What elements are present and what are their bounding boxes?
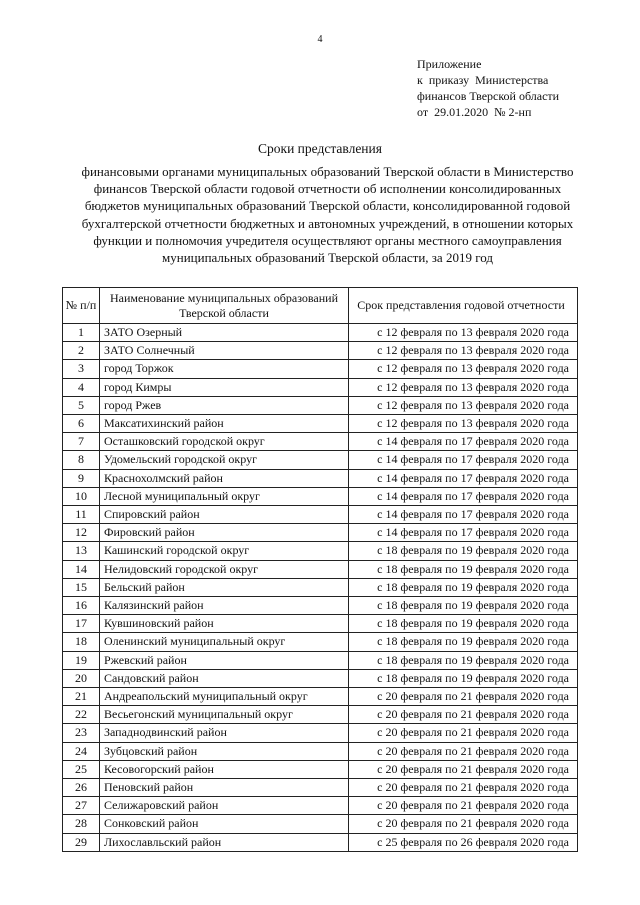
row-number: 10 <box>63 487 100 505</box>
row-municipality: Зубцовский район <box>100 742 349 760</box>
subtitle-line: бюджетов муниципальных образований Тверской области, консолидированной годовой <box>84 198 571 214</box>
row-deadline: с 18 февраля по 19 февраля 2020 года <box>349 542 578 560</box>
table-row <box>63 760 578 778</box>
row-municipality: Сандовский район <box>100 669 349 687</box>
row-number: 18 <box>63 633 100 651</box>
row-number: 29 <box>63 833 100 851</box>
row-municipality: город Торжок <box>100 360 349 378</box>
table-row <box>63 706 578 724</box>
table-row <box>63 560 578 578</box>
row-number: 26 <box>63 779 100 797</box>
header-municipality: Наименование муниципальных образований Тверской области <box>100 288 349 324</box>
table-row <box>63 378 578 396</box>
row-municipality: Западнодвинский район <box>100 724 349 742</box>
row-municipality: Оленинский муниципальный округ <box>100 633 349 651</box>
row-number: 28 <box>63 815 100 833</box>
row-deadline: с 20 февраля по 21 февраля 2020 года <box>349 688 578 706</box>
row-municipality: Бельский район <box>100 578 349 596</box>
subtitle-line: финансовыми органами муниципальных образований Тверской области в Министерство <box>81 164 574 179</box>
table-row <box>63 633 578 651</box>
row-number: 13 <box>63 542 100 560</box>
row-deadline: с 12 февраля по 13 февраля 2020 года <box>349 360 578 378</box>
table-row <box>63 615 578 633</box>
row-deadline: с 18 февраля по 19 февраля 2020 года <box>349 651 578 669</box>
row-municipality: Кашинский городской округ <box>100 542 349 560</box>
row-number: 23 <box>63 724 100 742</box>
row-deadline: с 12 февраля по 13 февраля 2020 года <box>349 415 578 433</box>
table-row <box>63 360 578 378</box>
subtitle-line: бухгалтерской отчетности бюджетных и автономных учреждений, в отношении которых <box>81 215 574 231</box>
row-number: 14 <box>63 560 100 578</box>
page-number: 4 <box>317 34 323 45</box>
row-deadline: с 20 февраля по 21 февраля 2020 года <box>349 724 578 742</box>
subtitle-line: функции и полномочия учредителя осуществляют органы местного самоуправления <box>93 232 562 248</box>
row-deadline: с 20 февраля по 21 февраля 2020 года <box>349 760 578 778</box>
row-number: 25 <box>63 760 100 778</box>
schedule-table <box>62 287 578 852</box>
row-number: 24 <box>63 742 100 760</box>
row-number: 9 <box>63 469 100 487</box>
row-deadline: с 18 февраля по 19 февраля 2020 года <box>349 597 578 615</box>
appendix-line: к приказу Министерства <box>417 73 549 87</box>
row-number: 12 <box>63 524 100 542</box>
appendix-line: от 29.01.2020 № 2-нп <box>417 105 532 119</box>
row-deadline: с 14 февраля по 17 февраля 2020 года <box>349 506 578 524</box>
table-row <box>63 597 578 615</box>
row-number: 6 <box>63 415 100 433</box>
row-number: 11 <box>63 506 100 524</box>
row-deadline: с 18 февраля по 19 февраля 2020 года <box>349 560 578 578</box>
row-deadline: с 12 февраля по 13 февраля 2020 года <box>349 378 578 396</box>
row-municipality: Сонковский район <box>100 815 349 833</box>
row-number: 5 <box>63 396 100 414</box>
table-row <box>63 815 578 833</box>
row-number: 19 <box>63 651 100 669</box>
row-municipality: Краснохолмский район <box>100 469 349 487</box>
row-municipality: Осташковский городской округ <box>100 433 349 451</box>
table-row <box>63 797 578 815</box>
row-number: 22 <box>63 706 100 724</box>
table-row <box>63 487 578 505</box>
row-number: 1 <box>63 324 100 342</box>
table-row <box>63 342 578 360</box>
row-deadline: с 18 февраля по 19 февраля 2020 года <box>349 615 578 633</box>
row-municipality: Андреапольский муниципальный округ <box>100 688 349 706</box>
row-number: 20 <box>63 669 100 687</box>
row-deadline: с 14 февраля по 17 февраля 2020 года <box>349 451 578 469</box>
table-row <box>63 396 578 414</box>
table-row <box>63 542 578 560</box>
row-deadline: с 20 февраля по 21 февраля 2020 года <box>349 779 578 797</box>
row-deadline: с 12 февраля по 13 февраля 2020 года <box>349 342 578 360</box>
subtitle-line: муниципальных образований Тверской области, за 2019 год <box>162 250 493 266</box>
table-header-row <box>63 288 578 324</box>
document-title: Сроки представления <box>258 141 382 156</box>
row-number: 2 <box>63 342 100 360</box>
row-municipality: Нелидовский городской округ <box>100 560 349 578</box>
table-row <box>63 669 578 687</box>
row-municipality: ЗАТО Озерный <box>100 324 349 342</box>
row-number: 7 <box>63 433 100 451</box>
row-municipality: Фировский район <box>100 524 349 542</box>
row-municipality: Ржевский район <box>100 651 349 669</box>
table-row <box>63 833 578 851</box>
row-number: 15 <box>63 578 100 596</box>
row-deadline: с 14 февраля по 17 февраля 2020 года <box>349 524 578 542</box>
table-row <box>63 688 578 706</box>
row-number: 16 <box>63 597 100 615</box>
table-row <box>63 506 578 524</box>
row-deadline: с 12 февраля по 13 февраля 2020 года <box>349 396 578 414</box>
table-row <box>63 578 578 596</box>
table-row <box>63 524 578 542</box>
row-municipality: город Кимры <box>100 378 349 396</box>
row-deadline: с 18 февраля по 19 февраля 2020 года <box>349 633 578 651</box>
table-row <box>63 724 578 742</box>
row-deadline: с 14 февраля по 17 февраля 2020 года <box>349 487 578 505</box>
table-row <box>63 742 578 760</box>
subtitle-line: финансов Тверской области годовой отчетности об исполнении консолидированных <box>93 181 562 197</box>
table-row <box>63 779 578 797</box>
row-municipality: ЗАТО Солнечный <box>100 342 349 360</box>
row-municipality: Удомельский городской округ <box>100 451 349 469</box>
row-number: 4 <box>63 378 100 396</box>
header-number: № п/п <box>63 288 100 324</box>
row-number: 27 <box>63 797 100 815</box>
appendix-line: финансов Тверской области <box>417 89 560 103</box>
row-deadline: с 12 февраля по 13 февраля 2020 года <box>349 324 578 342</box>
table-row <box>63 651 578 669</box>
table-row <box>63 415 578 433</box>
row-deadline: с 25 февраля по 26 февраля 2020 года <box>349 833 578 851</box>
row-deadline: с 20 февраля по 21 февраля 2020 года <box>349 742 578 760</box>
row-deadline: с 18 февраля по 19 февраля 2020 года <box>349 669 578 687</box>
row-number: 8 <box>63 451 100 469</box>
table-row <box>63 469 578 487</box>
row-deadline: с 14 февраля по 17 февраля 2020 года <box>349 433 578 451</box>
document-subtitle <box>60 163 595 266</box>
header-deadline: Срок представления годовой отчетности <box>349 288 578 324</box>
row-municipality: Весьегонский муниципальный округ <box>100 706 349 724</box>
row-municipality: Лесной муниципальный округ <box>100 487 349 505</box>
appendix-block <box>417 56 559 120</box>
appendix-line: Приложение <box>417 57 482 71</box>
table-row <box>63 324 578 342</box>
row-municipality: Спировский район <box>100 506 349 524</box>
row-municipality: Калязинский район <box>100 597 349 615</box>
table-body <box>63 324 578 852</box>
row-municipality: Лихославльский район <box>100 833 349 851</box>
table-row <box>63 433 578 451</box>
row-deadline: с 18 февраля по 19 февраля 2020 года <box>349 578 578 596</box>
row-municipality: Кесовогорский район <box>100 760 349 778</box>
row-municipality: Пеновский район <box>100 779 349 797</box>
row-number: 17 <box>63 615 100 633</box>
row-deadline: с 20 февраля по 21 февраля 2020 года <box>349 706 578 724</box>
row-deadline: с 14 февраля по 17 февраля 2020 года <box>349 469 578 487</box>
row-deadline: с 20 февраля по 21 февраля 2020 года <box>349 797 578 815</box>
table-row <box>63 451 578 469</box>
row-municipality: Кувшиновский район <box>100 615 349 633</box>
row-number: 21 <box>63 688 100 706</box>
row-deadline: с 20 февраля по 21 февраля 2020 года <box>349 815 578 833</box>
row-municipality: Селижаровский район <box>100 797 349 815</box>
row-municipality: Максатихинский район <box>100 415 349 433</box>
row-number: 3 <box>63 360 100 378</box>
row-municipality: город Ржев <box>100 396 349 414</box>
